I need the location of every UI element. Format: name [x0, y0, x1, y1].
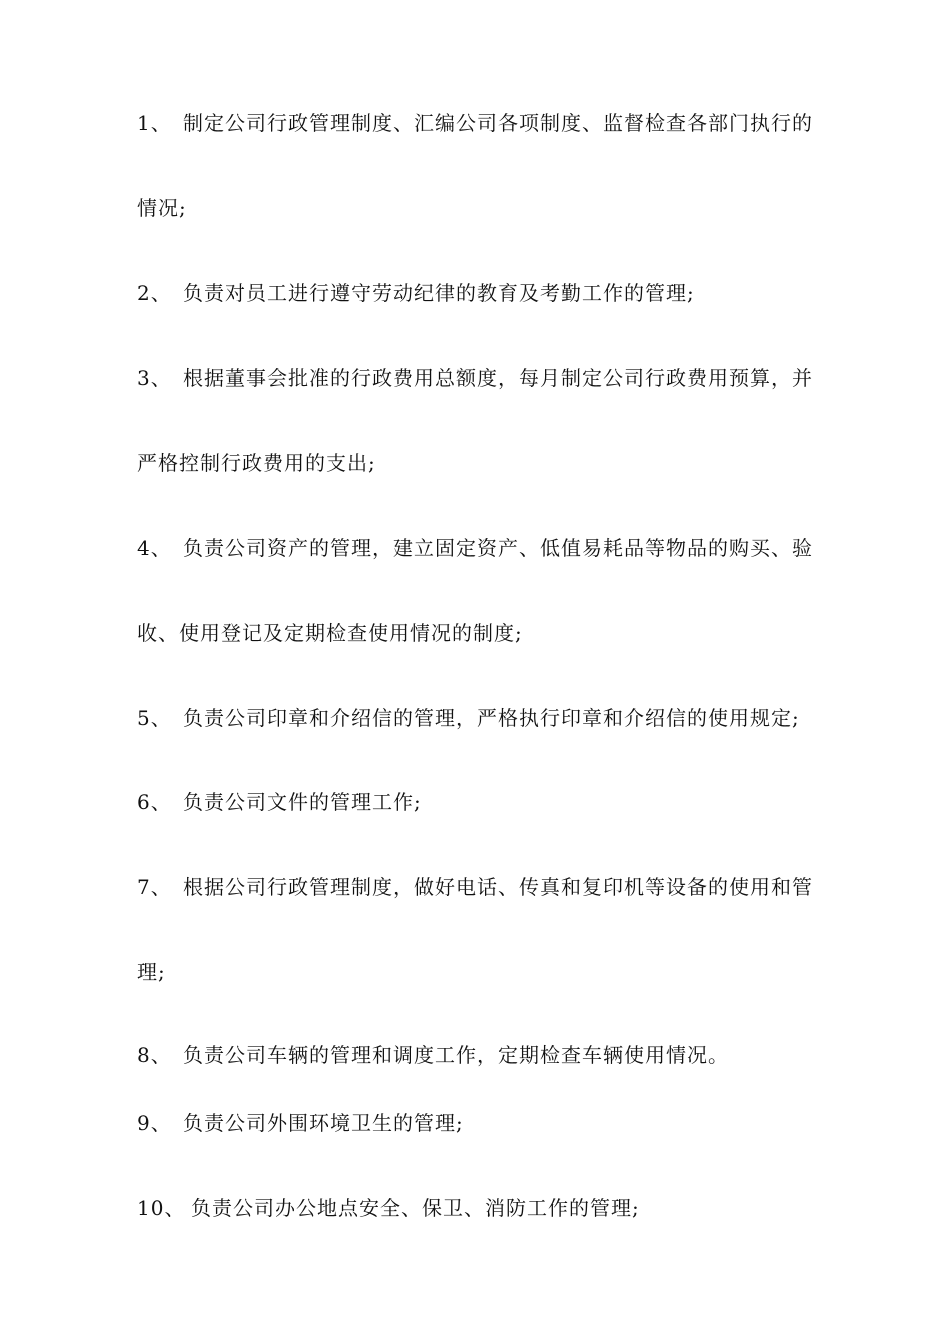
item-text-continued: 收、使用登记及定期检查使用情况的制度;: [137, 621, 523, 645]
item-text: 负责公司文件的管理工作;: [183, 790, 422, 814]
item-text: 负责公司车辆的管理和调度工作，定期检查车辆使用情况。: [183, 1043, 729, 1067]
item-number: 6、: [137, 790, 172, 814]
list-item-7-continued: [137, 960, 166, 984]
item-number: 2、: [137, 281, 172, 305]
item-text-continued: 理;: [137, 960, 166, 984]
item-number: 5、: [137, 706, 172, 730]
item-number: 10、: [137, 1196, 186, 1220]
list-item-4-continued: [137, 621, 523, 645]
item-text: 根据公司行政管理制度，做好电话、传真和复印机等设备的使用和管: [183, 875, 813, 899]
item-text: 负责公司办公地点安全、保卫、消防工作的管理;: [191, 1196, 640, 1220]
item-number: 3、: [137, 366, 172, 390]
item-text: 根据董事会批准的行政费用总额度，每月制定公司行政费用预算，并: [183, 366, 813, 390]
list-item-8: [137, 1043, 729, 1067]
list-item-6: [137, 790, 422, 814]
item-text: 负责公司印章和介绍信的管理，严格执行印章和介绍信的使用规定;: [183, 706, 800, 730]
item-text: 负责公司资产的管理，建立固定资产、低值易耗品等物品的购买、验: [183, 536, 813, 560]
item-number: 8、: [137, 1043, 172, 1067]
item-text-continued: 严格控制行政费用的支出;: [137, 451, 376, 475]
item-text-continued: 情况;: [137, 196, 187, 220]
item-number: 1、: [137, 111, 172, 135]
list-item-1-continued: [137, 196, 187, 220]
list-item-4: [137, 536, 813, 560]
item-text: 负责对员工进行遵守劳动纪律的教育及考勤工作的管理;: [183, 281, 695, 305]
item-text: 负责公司外围环境卫生的管理;: [183, 1111, 464, 1135]
list-item-7: [137, 875, 813, 899]
item-text: 制定公司行政管理制度、汇编公司各项制度、监督检查各部门执行的: [183, 111, 813, 135]
list-item-1: [137, 111, 813, 135]
list-item-3-continued: [137, 451, 376, 475]
list-item-2: [137, 281, 695, 305]
item-number: 7、: [137, 875, 172, 899]
list-item-5: [137, 706, 800, 730]
list-item-10: [137, 1196, 640, 1220]
list-item-3: [137, 366, 813, 390]
item-number: 9、: [137, 1111, 172, 1135]
item-number: 4、: [137, 536, 172, 560]
list-item-9: [137, 1111, 464, 1135]
